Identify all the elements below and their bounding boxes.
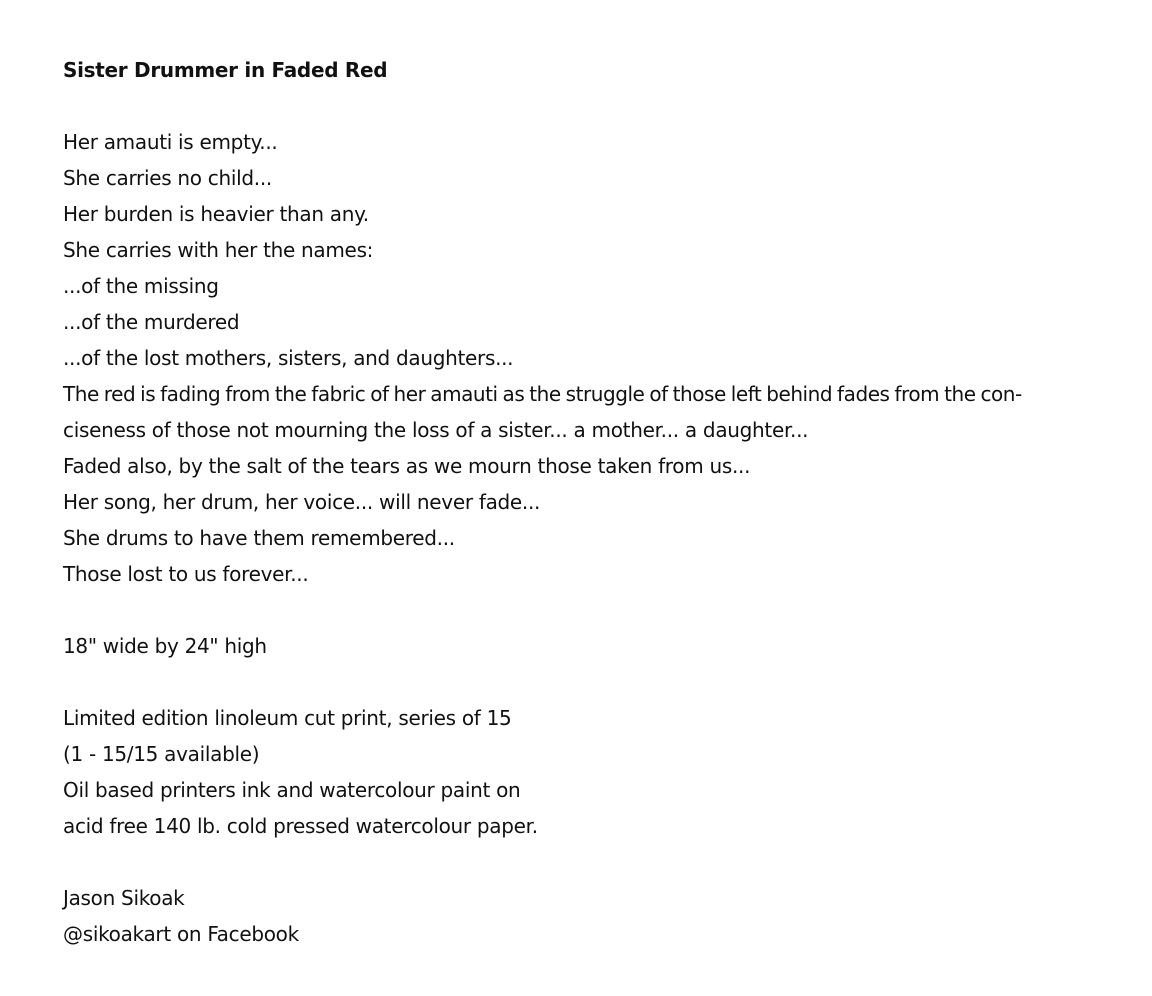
poem-title: Sister Drummer in Faded Red [63,58,388,82]
spacer [63,592,1123,628]
poem-line: ...of the missing [63,274,219,298]
detail-line: acid free 140 lb. cold pressed watercolour paper. [63,814,538,838]
document-body [63,52,1123,952]
poem-line: Faded also, by the salt of the tears as we mourn those taken from us... [63,454,751,478]
poem-line: She carries with her the names: [63,238,374,262]
detail-line: (1 - 15/15 available) [63,742,260,766]
poem-line: Her song, her drum, her voice... will never fade... [63,490,541,514]
social-handle: @sikoakart on Facebook [63,922,299,946]
spacer [63,664,1123,700]
poem-line: Her burden is heavier than any. [63,202,369,226]
credits [63,880,1123,952]
spacer [63,844,1123,880]
poem [63,124,1123,592]
poem-line: ...of the murdered [63,310,240,334]
poem-line: She drums to have them remembered... [63,526,455,550]
poem-line: ciseness of those not mourning the loss of a sister... a mother... a daughter... [63,418,809,442]
poem-line: She carries no child... [63,166,272,190]
print-details [63,700,1123,844]
poem-line: ...of the lost mothers, sisters, and daughters... [63,346,514,370]
detail-line: Oil based printers ink and watercolour paint on [63,778,521,802]
poem-line: The red is fading from the fabric of her amauti as the struggle of those left behind fades from the con- [63,382,1022,406]
print-dimensions: 18" wide by 24" high [63,634,267,658]
detail-line: Limited edition linoleum cut print, series of 15 [63,706,512,730]
poem-line: Her amauti is empty... [63,130,278,154]
artist-name: Jason Sikoak [63,886,185,910]
spacer [63,88,1123,124]
poem-line: Those lost to us forever... [63,562,309,586]
